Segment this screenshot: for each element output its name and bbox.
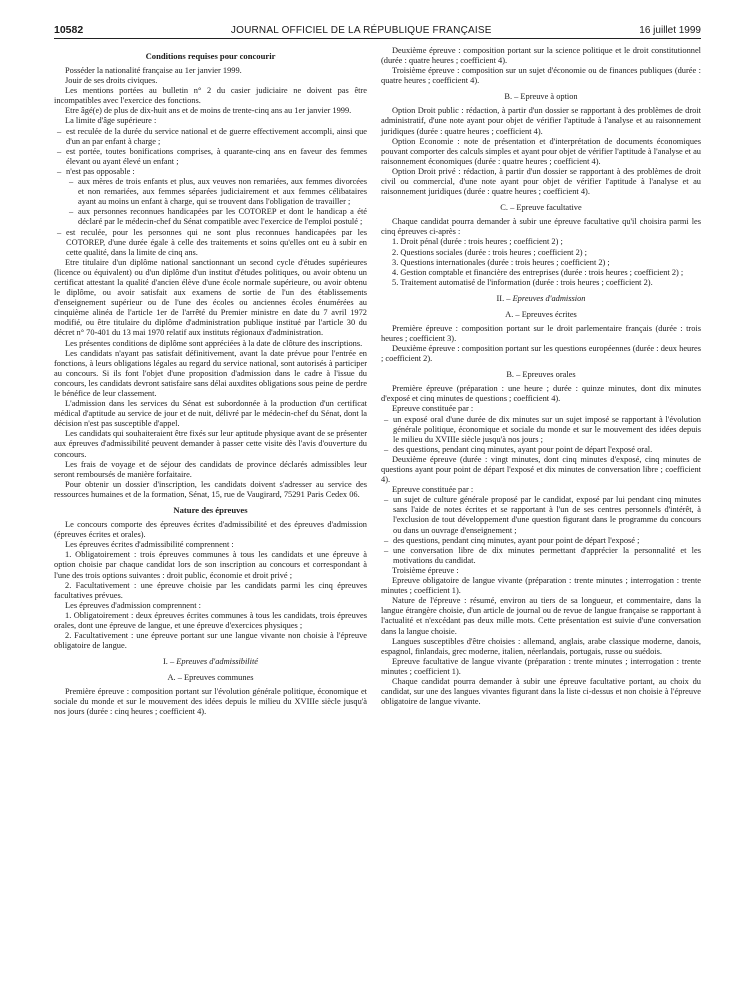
section-number: I. – [163,657,175,667]
list-item: – aux mères de trois enfants et plus, aux veuves non remariées, aux femmes divorcées et non remariées, aux femmes séparées judiciairement et aux femmes célibataires ayant au moins un enfant à charge, qui se trouvent dans l'obligation de travailler ; [78,177,367,207]
opposable-list [66,177,367,227]
paragraph: Les mentions portées au bulletin n° 2 du casier judiciaire ne doivent pas être incompatibles avec l'exercice des fonctions. [54,86,367,106]
paragraph: 2. Facultativement : une épreuve choisie par les candidats parmi les cinq épreuves facultatives prévues. [54,580,367,600]
paragraph: Chaque candidat pourra demander à subir une épreuve facultative qu'il choisira parmi les cinq épreuves ci-après : [381,217,701,237]
list-item: – est reculée, pour les personnes qui ne sont plus reconnues handicapées par les COTOREP, d'une durée égale à celle des traitements et soins qu'elles ont eu à subir en cette qualité, dans la limite de cinq ans. [66,228,367,258]
paragraph: Première épreuve (préparation : une heure ; durée : quinze minutes, dont dix minutes d'exposé et cinq minutes de questions ; coefficient 4). [381,384,701,404]
left-column [54,46,367,976]
subsection-heading: C. – Epreuve facultative [500,203,582,213]
list-item: 2. Questions sociales (durée : trois heures ; coefficient 2) ; [392,247,587,257]
paragraph: Jouir de ses droits civiques. [65,76,158,86]
paragraph: Epreuve constituée par : [392,404,474,414]
subsection-heading: B. – Epreuve à option [504,92,578,102]
section-heading-admission [381,293,701,304]
list-item [66,167,367,228]
paragraph: Option Droit privé : rédaction, à partir d'un dossier se rapportant à des problèmes de droit civil ou commercial, d'une note ayant pour objet de vérifier l'aptitude à l'analyse et au raisonnement juridiques (durée : quatre heures ; coefficient 4). [381,166,701,197]
text-columns [54,46,701,976]
list-item: – est portée, toutes bonifications comprises, à quarante-cinq ans en faveur des femmes élevant ou ayant élevé un enfant ; [66,147,367,167]
right-column [381,46,701,976]
list-item: 3. Questions internationales (durée : trois heures ; coefficient 2) ; [392,257,610,267]
paragraph: Pour obtenir un dossier d'inscription, les candidats doivent s'adresser au service des ressources humaines et de la formation, Sénat, 15, rue de Vaugirard, 75291 Paris Cedex 06. [54,479,367,499]
paragraph: 1. Obligatoirement : trois épreuves communes à tous les candidats et une épreuve à option choisie par chaque candidat lors de son inscription au concours et correspondant à l'une des trois options suivantes : droit public, économie et droit privé ; [54,550,367,580]
paragraph: L'admission dans les services du Sénat est subordonnée à la production d'un certificat médical d'aptitude au service de jour et de nuit, délivré par le médecin-chef du Sénat, dont la décision n'est pas susceptible d'appel. [54,399,367,429]
list-item: 5. Traitement automatisé de l'information (durée : trois heures ; coefficient 2). [392,277,653,287]
paragraph: Les frais de voyage et de séjour des candidats de province déclarés admissibles leur seront remboursés de manière forfaitaire. [54,459,367,479]
subsection-heading: B. – Epreuves orales [506,370,576,380]
list-item: – une conversation libre de dix minutes permettant d'apprécier la personnalité et les motivations du candidat. [393,546,701,566]
paragraph: Etre âgé(e) de plus de dix-huit ans et de moins de trente-cinq ans au 1er janvier 1999. [65,106,352,116]
paragraph: Deuxième épreuve (durée : vingt minutes, dont cinq minutes d'exposé, cinq minutes de questions ayant pour point de départ l'exposé et dix minutes de conversation libre ; coefficient 4). [381,454,701,485]
paragraph: Nature de l'épreuve : résumé, environ au tiers de sa longueur, et commentaire, dans la langue étrangère choisie, d'un article de journal ou de revue de langue française se rapportant à l'actualité et n'excédant pas deux mille mots. Cette présentation est suivie d'une conversation dans la langue choisie. [381,596,701,636]
list-item: 4. Gestion comptable et financière des entreprises (durée : trois heures ; coefficient 2) ; [392,267,684,277]
paragraph: La limite d'âge supérieure : [65,116,157,126]
paragraph: Les présentes conditions de diplôme sont appréciées à la date de clôture des inscriptions. [65,338,363,348]
paragraph: Chaque candidat pourra demander à subir une épreuve facultative portant, au choix du candidat, sur une des langues vivantes figurant dans la liste ci-dessus et non choisie à l'épreuve obligatoire de langue vivante. [381,676,701,707]
paragraph: 1. Obligatoirement : deux épreuves écrites communes à tous les candidats, trois épreuves orales, dont une épreuve de langue, et une épreuve d'exercices physiques ; [54,610,367,630]
list-item: – des questions, pendant cinq minutes, ayant pour point de départ l'exposé oral. [393,445,701,455]
paragraph: 2. Facultativement : une épreuve portant sur une langue vivante non choisie à l'épreuve obligatoire de langue. [54,631,367,651]
subsection-heading: A. – Epreuves communes [167,673,254,683]
paragraph: Option Economie : note de présentation et d'interprétation de documents économiques pouvant comporter des calculs simples et ayant pour objet de vérifier l'aptitude à l'analyse et au raisonnement économiques (durée : quatre heures ; coefficient 4). [381,136,701,166]
paragraph: Epreuve constituée par : [392,485,474,495]
list-item: – un sujet de culture générale proposé par le candidat, exposé par lui pendant cinq minutes sans l'aide de notes écrites et se rapportant à l'un de ses centres personnels d'intérêt, à l'exclusion de tout développement d'une question figurant dans le programme du concours ou dans un ouvrage d'enseignement ; [393,495,701,535]
paragraph: Les candidats qui souhaiteraient être fixés sur leur aptitude physique avant de se présenter aux épreuves d'admissibilité peuvent demander à passer cette visite dès l'avis d'ouverture du concours. [54,429,367,459]
paragraph: Posséder la nationalité française au 1er janvier 1999. [65,66,242,75]
list-item: – est reculée de la durée du service national et de guerre effectivement accompli, ainsi que d'un an par enfant à charge ; [66,127,367,147]
oral-one-list [381,415,701,455]
page-number: 10582 [54,24,84,36]
list-item-label: n'est pas opposable : [66,166,135,176]
conditions-heading: Conditions requises pour concourir [145,51,276,61]
list-item: 1. Droit pénal (durée : trois heures ; coefficient 2) ; [392,237,563,247]
list-item: – aux personnes reconnues handicapées par les COTOREP et dont le handicap a été déclaré par le médecin-chef du Sénat compatible avec l'exercice de l'emploi postulé ; [78,207,367,227]
paragraph: Deuxième épreuve : composition portant sur les questions européennes (durée : deux heures ; coefficient 2). [381,344,701,364]
section-number: II. – [496,293,511,303]
oral-two-list [381,495,701,566]
paragraph: Le concours comporte des épreuves écrites d'admissibilité et des épreuves d'admission (épreuves écrites et orales). [54,520,367,540]
issue-date: 16 juillet 1999 [639,24,701,36]
paragraph: Troisième épreuve : composition sur un sujet d'économie ou de finances publiques (durée : quatre heures ; coefficient 4). [381,66,701,86]
paragraph: Les épreuves d'admission comprennent : [65,600,201,610]
paragraph: Epreuve facultative de langue vivante (préparation : trente minutes ; interrogation : trente minutes ; coefficient 1). [381,656,701,676]
paragraph: Epreuve obligatoire de langue vivante (préparation : trente minutes ; interrogation : trente minutes ; coefficient 1). [381,576,701,596]
list-item: – des questions, pendant cinq minutes, ayant pour point de départ l'exposé ; [393,536,701,546]
paragraph: Première épreuve : composition portant sur le droit parlementaire français (durée : trois heures ; coefficient 3). [381,323,701,343]
paragraph: Langues susceptibles d'être choisies : allemand, anglais, arabe classique moderne, danois, espagnol, finlandais, grec moderne, italien, néerlandais, portugais, russe ou suédois. [381,636,701,656]
age-limit-list [54,127,367,258]
journal-title: JOURNAL OFFICIEL DE LA RÉPUBLIQUE FRANÇAISE [230,24,492,36]
paragraph: Etre titulaire d'un diplôme national sanctionnant un second cycle d'études supérieures (licence ou équivalent) ou d'un diplôme d'un institut d'études politiques, ou avoir obtenu un certificat attestant la qualité d'ancien élève d'une école normale supérieure, ou avoir obtenu le diplôme, ou avoir satisfait aux examens de sortie de l'un des établissements d'enseignement supérieur ou de l'une des écoles ou anciennes écoles énumérées au cinquième alinéa de l'article 1er de l'arrêté du Premier ministre en date du 7 avril 1972 modifié, ou être titulaire du diplôme d'administration publique institué par l'article 30 du décret n° 70-401 du 13 mai 1970 relatif aux instituts régionaux d'administration. [54,257,367,338]
paragraph: Troisième épreuve : [392,565,459,575]
section-title: Epreuves d'admission [512,293,586,303]
paragraph: Les épreuves écrites d'admissibilité comprennent : [65,540,234,550]
paragraph: Les candidats n'ayant pas satisfait définitivement, avant la date prévue pour l'entrée en fonctions, à leurs obligations légales au regard du service national, sont autorisés à participer au concours. Si ils font l'objet d'une proposition d'admission dans le cadre à l'issue du concours, les candidats devront satisfaire sans délai auxdites obligations sous peine de perdre le bénéfice de leur classement. [54,348,367,398]
nature-heading: Nature des épreuves [173,505,248,516]
section-heading-admissibility [54,656,367,667]
section-title: Epreuves d'admissibilité [176,657,258,667]
page-header [54,22,701,39]
paragraph: Première épreuve : composition portant sur l'évolution générale politique, économique et sociale du monde et sur le mouvement des idées depuis le milieu du XVIIIe siècle jusqu'à nos jours (durée : cinq heures ; coefficient 4). [54,687,367,717]
list-item: – un exposé oral d'une durée de dix minutes sur un sujet imposé se rapportant à l'évolution générale politique, économique et sociale du monde et sur le mouvement des idées depuis le milieu du XVIIIe siècle jusqu'à nos jours ; [393,415,701,445]
paragraph: Deuxième épreuve : composition portant sur la science politique et le droit constitutionnel (durée : quatre heures ; coefficient 4). [381,46,701,66]
paragraph: Option Droit public : rédaction, à partir d'un dossier se rapportant à des problèmes de droit administratif, d'une note ayant pour objet de vérifier l'aptitude à l'analyse et au raisonnement juridiques (durée : quatre heures ; coefficient 4). [381,106,701,136]
subsection-heading: A. – Epreuves écrites [505,309,577,319]
